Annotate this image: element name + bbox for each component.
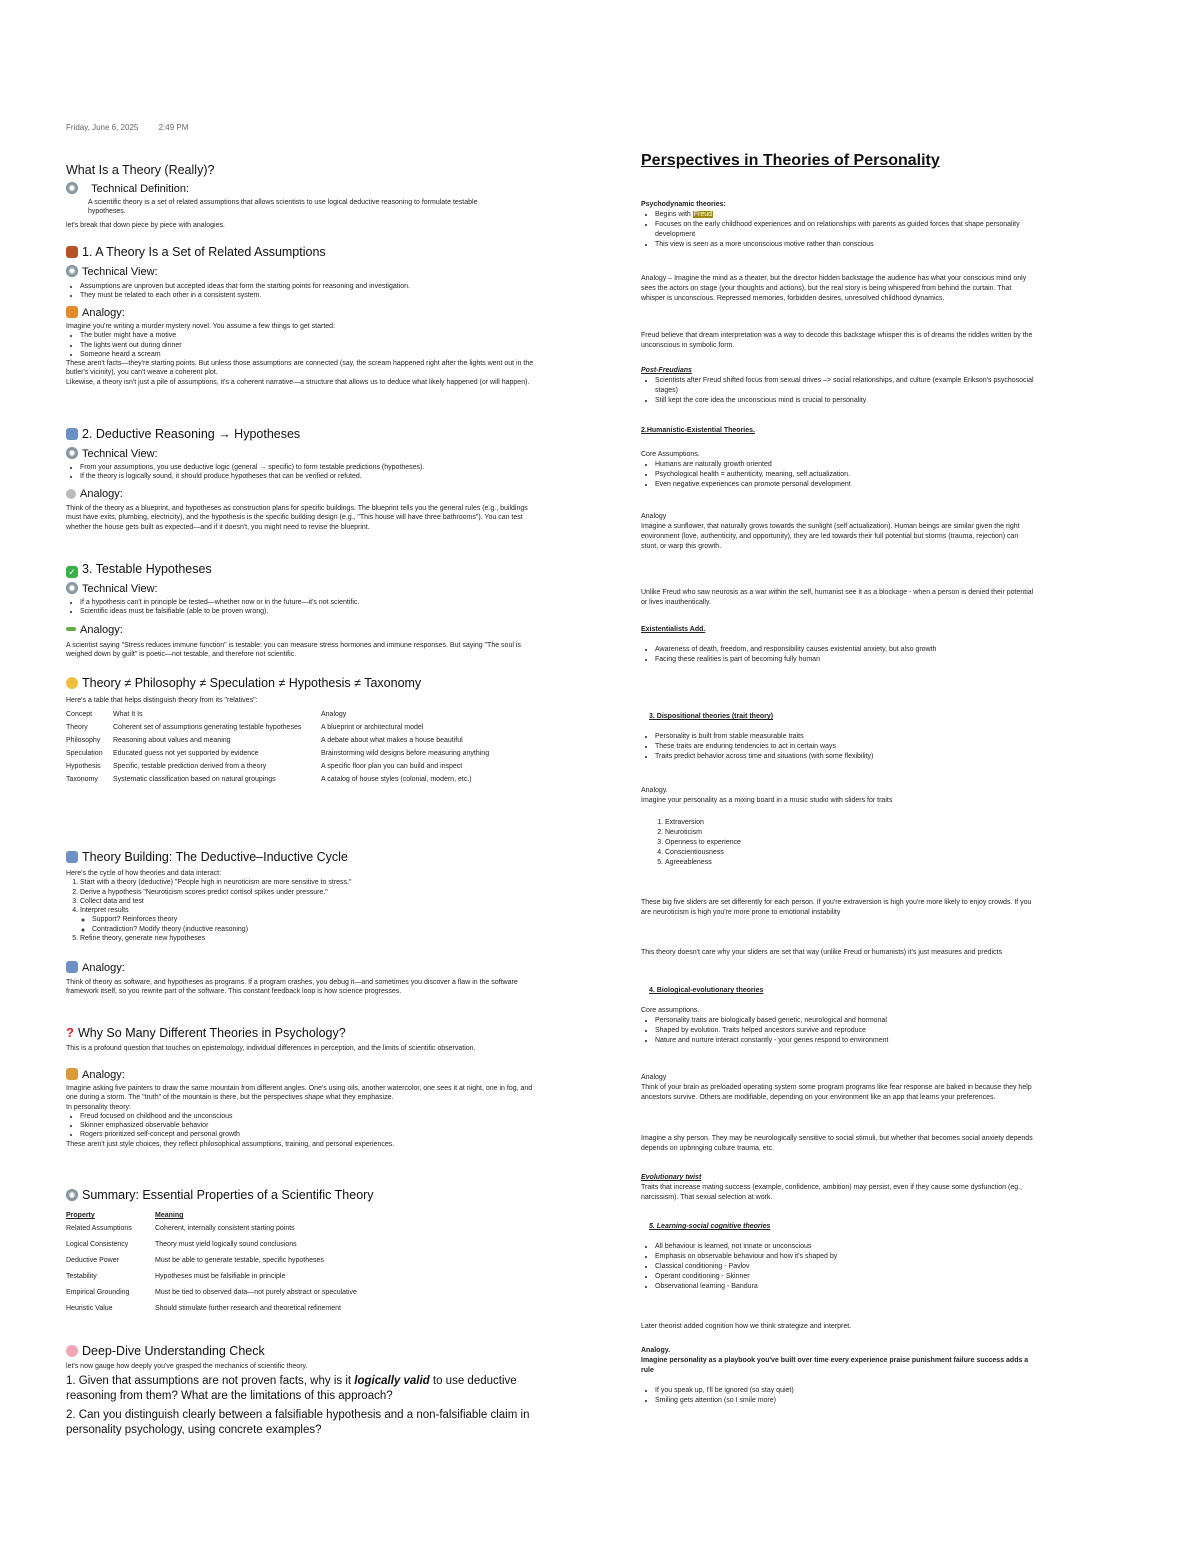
list-item: 5. Refine theory, generate new hypotheses <box>80 934 536 943</box>
humanistic-heading: 2.Humanistic-Existential Theories. <box>641 427 755 434</box>
learn-analogy: Analogy. Imagine personality as a playbook you've built over time every experience praise punishment failure success adds a rule • If you speak up, I'll be ignored (so stay quiet) • Smiling gets attention (so I smile more) <box>641 1346 1036 1406</box>
list-item: • They must be related to each other in a consistent system. <box>80 291 536 300</box>
learn-later: Later theorist added cognition how we think strategize and interpret. <box>641 1323 852 1330</box>
table-row: Testability Hypotheses must be falsifiable in principle <box>66 1273 286 1280</box>
list-item: • Still kept the core idea the unconscious mind is crucial to personality <box>655 396 1036 406</box>
list-item: • Focuses on the early childhood experiences and on relationships with parents as guided forces that shape personality development <box>655 220 1036 240</box>
list-item: • Personality is built from stable measurable traits <box>655 732 1036 742</box>
list-item: • Psychological health = authenticity, meaning, self actualization. <box>655 470 1036 480</box>
list-item: • From your assumptions, you use deductive logic (general → specific) to form testable predictions (hypotheses). <box>80 463 536 472</box>
table-header: Analogy <box>321 711 347 718</box>
table-header-row <box>66 709 519 722</box>
tech-def-heading: Technical Definition: <box>66 182 189 195</box>
list-item: ◦ Support? Reinforces theory <box>92 915 536 924</box>
gear-icon <box>66 265 78 277</box>
list-item: 2. Derive a hypothesis "Neuroticism scores predict cortisol spikes under pressure." <box>80 888 536 897</box>
list-item: 4. Conscientiousness <box>665 848 1036 858</box>
list-item: • If the theory is logically sound, it should produce hypotheses that can be verified or refuted. <box>80 472 536 481</box>
existentialist-section <box>641 625 1036 665</box>
list-item: • Begins with Freud <box>655 210 1036 220</box>
magnifier-icon <box>66 489 76 499</box>
list-item: • Freud focused on childhood and the unconscious <box>80 1112 536 1121</box>
section5-intro: Here's the cycle of how theories and data interact: <box>66 870 222 877</box>
list-item: 5. Agreeableness <box>665 858 1036 868</box>
analogy-para: Likewise, a theory isn't just a pile of assumptions, it's a coherent narrative—a structure that allows us to deduce what likely happened (or will happen). <box>66 378 530 386</box>
list-item: 1. Start with a theory (deductive) "People high in neuroticism are more sensitive to stress." <box>80 878 536 887</box>
section2-heading: 2. Deductive Reasoning → Hypotheses <box>66 427 300 441</box>
psychodynamic-section <box>641 200 1036 250</box>
section1-analogy <box>66 322 536 387</box>
date-text: Friday, June 6, 2025 <box>66 123 139 132</box>
section3-analogy: A scientist saying "Stress reduces immune function" is testable: you can measure stress hormones and immune responses. But saying "The soul is weighed down by guilt" is poetic—not testable, and therefore not scientific. <box>66 642 521 659</box>
list-item: • Facing these realities is part of becoming fully human <box>655 655 1036 665</box>
analogy-text: Imagine asking five painters to draw the same mountain from different angles. One's using oils, another watercolor, one sees it at night, one in fog, and one during a storm. The "truth" of the mountain is there, but the perspectives shape what they emphasize. <box>66 1085 533 1102</box>
table-header-row <box>66 1210 360 1223</box>
humanistic-section <box>641 450 1036 490</box>
section6-sub: In personality theory: <box>66 1103 131 1111</box>
list-item: • All behaviour is learned, not innate or unconscious <box>655 1242 1036 1252</box>
table-row: Logical Consistency Theory must yield logically sound conclusions <box>66 1241 297 1248</box>
section6-body <box>66 1084 536 1149</box>
table-row: Hypothesis Specific, testable prediction derived from a theory A specific floor plan you can build and inspect <box>66 763 463 770</box>
section3-heading: ✓ 3. Testable Hypotheses <box>66 562 212 578</box>
section3-tech-list <box>66 598 536 617</box>
psy-heading: Psychodynamic theories: <box>641 201 726 208</box>
section6-intro: This is a profound question that touches on epistemology, individual differences in perception, and the limits of scientific observation. <box>66 1045 476 1052</box>
list-item: • If a hypothesis can't in principle be tested—whether now or in the future—it's not scientific. <box>80 598 536 607</box>
disp-analogy: Analogy. Imagine your personality as a mixing board in a music studio with sliders for traits 1. Extraversion 2. Neuroticism 3. Openness to experience 4. Conscientiousness 5. Agreeableness <box>641 786 1036 868</box>
table-header: Concept <box>66 711 93 718</box>
list-item: • Even negative experiences can promote personal development <box>655 480 1036 490</box>
section8-intro: let's now gauge how deeply you've grasped the mechanics of scientific theory. <box>66 1363 308 1370</box>
list-item: • The butler might have a motive <box>80 331 536 340</box>
paintbrush-icon <box>66 1068 78 1080</box>
list-item: • The lights went out during dinner <box>80 341 536 350</box>
traits-list <box>641 818 1036 868</box>
right-title: Perspectives in Theories of Personality <box>641 152 940 169</box>
table-header: Meaning <box>155 1212 184 1219</box>
gear-icon <box>66 582 78 594</box>
list-item: • Scientists after Freud shifted focus from sexual drives –> social relationships, and culture (example Erikson's psychosocial stages) <box>655 376 1036 396</box>
list-item: • Someone heard a scream <box>80 350 536 359</box>
bio-core: Core assumptions. <box>641 1007 700 1014</box>
time-text: 2:49 PM <box>158 123 189 132</box>
section5-analogy: Think of theory as software, and hypotheses as programs. If a program crashes, you debug it—and sometimes you discover a flaw in the software framework itself, so you rewrite part of the software. This constant feedback loop is how science progresses. <box>66 979 518 996</box>
question-2: 2. Can you distinguish clearly between a falsifiable hypothesis and a non-falsifiable claim in personality psychology, using concrete examples? <box>66 1409 530 1436</box>
list-item: • Traits predict behavior across time and situations (with some flexibility) <box>655 752 1036 762</box>
list-item: • Classical conditioning - Pavlov <box>655 1262 1036 1272</box>
list-item: 4. Interpret results ◦ Support? Reinforces theory ◦ Contradiction? Modify theory (inductive reasoning) <box>80 906 536 934</box>
list-item: • If you speak up, I'll be ignored (so stay quiet) <box>655 1386 1036 1396</box>
table-row: Theory Coherent set of assumptions generating testable hypotheses A blueprint or architectural model <box>66 724 424 731</box>
clapper-icon <box>66 306 78 318</box>
list-item: • Awareness of death, freedom, and responsibility causes existential anxiety, but also growth <box>655 645 1036 655</box>
disp-sliders: These big five sliders are set differently for each person. If you're extraversion is high you're more likely to enjoy crowds. If you are neuroticism is high you're more prone to emotional instability <box>641 899 1032 916</box>
list-item: • Skinner emphasized observable behavior <box>80 1121 536 1130</box>
question-1: 1. Given that assumptions are not proven facts, why is it logically valid to use deductive reasoning from them? What are the limitations of this approach? <box>66 1375 517 1402</box>
section6-closing: These aren't just style choices, they reflect philosophical assumptions, training, and personal experiences. <box>66 1140 395 1148</box>
brain-icon <box>66 1345 78 1357</box>
list-item: • Observational learning - Bandura <box>655 1282 1036 1292</box>
learn-heading: 5. Learning-social cognitive theories <box>649 1223 771 1230</box>
evolutionary-twist: Evolutionary twist Traits that increase mating success (example, confidence, ambition) may persist, even if they cause some dysfunction (eg., narcissism). That sexual selection at work. <box>641 1174 1023 1201</box>
table-row: Speculation Educated guess not yet supported by evidence Brainstorming wild designs before measuring anything <box>66 750 490 757</box>
section5-heading: Theory Building: The Deductive–Inductive Cycle <box>66 850 348 864</box>
section1-tech-heading: Technical View: <box>66 265 158 278</box>
question-mark-icon: ? <box>66 1025 74 1040</box>
section5-body <box>66 869 536 943</box>
bio-shy: Imagine a shy person. They may be neurologically sensitive to social stimuli, but whether that becomes social anxiety depends depends on upbringing culture trauma, etc. <box>641 1135 1033 1152</box>
table-header: Property <box>66 1212 95 1219</box>
disp-heading: 3. Dispositional theories (trait theory) <box>649 713 774 720</box>
list-item: • Nature and nurture interact constantly - your genes respond to environment <box>655 1036 1036 1046</box>
section6-heading: ? Why So Many Different Theories in Psychology? <box>66 1025 346 1040</box>
hum-freud: Unlike Freud who saw neurosis as a war within the self, humanist see it as a blockage - when a person is denied their potential or lives inauthentically. <box>641 589 1034 606</box>
section1-tech-list <box>66 282 536 301</box>
pencil-icon <box>66 627 76 631</box>
section1-heading: 1. A Theory Is a Set of Related Assumptions <box>66 245 326 259</box>
analogy-intro: Imagine you're writing a murder mystery novel. You assume a few things to get started: <box>66 323 336 330</box>
bio-heading: 4. Biological-evolutionary theories <box>649 987 764 994</box>
bio-analogy: Analogy Think of your brain as preloaded operating system some program programs like fear response are baked in because they help ancestors survive. Others are modifiable, depending on your environment like an app that learns your preferences. <box>641 1074 1032 1101</box>
comparison-table <box>66 709 536 787</box>
tech-def-note: let's break that down piece by piece with analogies. <box>66 222 225 229</box>
psy-analogy: Analogy – Imagine the mind as a theater, but the director hidden backstage the audience has what your conscious mind only sees the actors on stage (your thoughts and actions), but the real story is being whispered from behind the curtain. That whisper is unconscious. Repressed memories, forbidden desires, unresolved childhood dynamics. <box>641 275 1027 302</box>
section2-analogy: Think of the theory as a blueprint, and hypotheses as construction plans for specific buildings. The blueprint tells you the general rules (e.g., buildings must have exits, plumbing, electricity), and the hypothesis is the specific building design (e.g., "This house will have three bathrooms"). You can test whether the house gets built as expected—and if it doesn't, you might need to revise the blueprint. <box>66 505 528 531</box>
learning-section <box>641 1222 1036 1292</box>
section1-analogy-heading: Analogy: <box>66 306 125 319</box>
section3-analogy-heading: Analogy: <box>66 624 123 636</box>
repeat-icon <box>66 428 78 440</box>
section2-tech-list <box>66 463 536 482</box>
table-header: What It Is <box>113 711 143 718</box>
biological-section <box>641 986 1036 1046</box>
analogy-para: These aren't facts—they're starting points. But unless those assumptions are connected (say, the scream happened right after the lights went out in the butler's vicinity), you can't weave a coherent plot. <box>66 360 534 377</box>
list-item: • Humans are naturally growth oriented <box>655 460 1036 470</box>
list-item: • Rogers prioritized self-concept and personal growth <box>80 1130 536 1139</box>
dispositional-section <box>641 712 1036 762</box>
section5-analogy-heading: Analogy: <box>66 961 125 974</box>
gear-icon <box>66 447 78 459</box>
section2-analogy-heading: Analogy: <box>66 488 123 500</box>
psy-dreams: Freud believe that dream interpretation was a way to decode this backstage whisper this is of dreams the riddles written by the unconscious in symbolic form. <box>641 332 1033 349</box>
section8-heading: Deep-Dive Understanding Check <box>66 1344 265 1358</box>
thinking-face-icon <box>66 677 78 689</box>
list-item: • This view is seen as a more unconscious motive rather than conscious <box>655 240 1036 250</box>
table-row: Taxonomy Systematic classification based on natural groupings A catalog of house styles (colonial, modern, etc.) <box>66 776 472 783</box>
list-item: • Operant conditioning - Skinner <box>655 1272 1036 1282</box>
list-item: 2. Neuroticism <box>665 828 1036 838</box>
list-item: 3. Collect data and test <box>80 897 536 906</box>
table-row: Philosophy Reasoning about values and meaning A debate about what makes a house beautiful <box>66 737 463 744</box>
section2-tech-heading: Technical View: <box>66 447 158 460</box>
books-icon <box>66 246 78 258</box>
hum-analogy: Analogy Imagine a sunflower, that naturally grows towards the sunlight (self actualization). Human beings are similar given the right environment (love, authenticity, and opportunity), they are led towards their full potential but storms (trauma, rejection) can stunt, or warp this growth. <box>641 513 1020 550</box>
check-icon: ✓ <box>66 566 78 578</box>
section4-intro: Here's a table that helps distinguish theory from its "relatives": <box>66 697 258 704</box>
list-item: • Scientific ideas must be falsifiable (able to be proven wrong). <box>80 607 536 616</box>
tech-def-text: A scientific theory is a set of related assumptions that allows scientists to use logical deductive reasoning to formulate testable hypotheses. <box>88 199 478 216</box>
list-item: • Assumptions are unproven but accepted ideas that form the starting points for reasoning and investigation. <box>80 282 536 291</box>
repeat-icon <box>66 851 78 863</box>
list-item: ◦ Contradiction? Modify theory (inductive reasoning) <box>92 925 536 934</box>
page-title: What Is a Theory (Really)? <box>66 163 215 177</box>
post-freudian-section <box>641 366 1036 406</box>
hum-core: Core Assumptions. <box>641 451 700 458</box>
section6-analogy-heading: Analogy: <box>66 1068 125 1081</box>
list-item: • Emphasis on observable behaviour and how it's shaped by <box>655 1252 1036 1262</box>
table-row: Heuristic Value Should stimulate further research and theoretical refinement <box>66 1305 341 1312</box>
table-row: Empirical Grounding Must be tied to observed data—not purely abstract or speculative <box>66 1289 357 1296</box>
table-row: Related Assumptions Coherent, internally consistent starting points <box>66 1225 295 1232</box>
section3-tech-heading: Technical View: <box>66 582 158 595</box>
gear-icon <box>66 182 78 194</box>
list-item: • These traits are enduring tendencies to act in certain ways <box>655 742 1036 752</box>
exist-heading: Existentialists Add. <box>641 626 706 633</box>
table-row: Deductive Power Must be able to generate testable, specific hypotheses <box>66 1257 324 1264</box>
disp-why: This theory doesn't care why your sliders are set that way (unlike Freud or humanists) it's just measures and predicts <box>641 949 1002 956</box>
list-item: • Shaped by evolution. Traits helped ancestors survive and reproduce <box>655 1026 1036 1036</box>
repeat-icon <box>66 961 78 973</box>
list-item: • Smiling gets attention (so I smile more) <box>655 1396 1036 1406</box>
list-item: 3. Openness to experience <box>665 838 1036 848</box>
post-heading: Post-Freudians <box>641 367 692 374</box>
section7-heading: Summary: Essential Properties of a Scientific Theory <box>66 1188 374 1202</box>
section4-heading: Theory ≠ Philosophy ≠ Speculation ≠ Hypothesis ≠ Taxonomy <box>66 676 421 690</box>
list-item: 1. Extraversion <box>665 818 1036 828</box>
list-item: • Personality traits are biologically based genetic, neurological and hormonal <box>655 1016 1036 1026</box>
summary-table <box>66 1210 536 1319</box>
date-stamp <box>66 123 206 132</box>
gear-icon <box>66 1189 78 1201</box>
